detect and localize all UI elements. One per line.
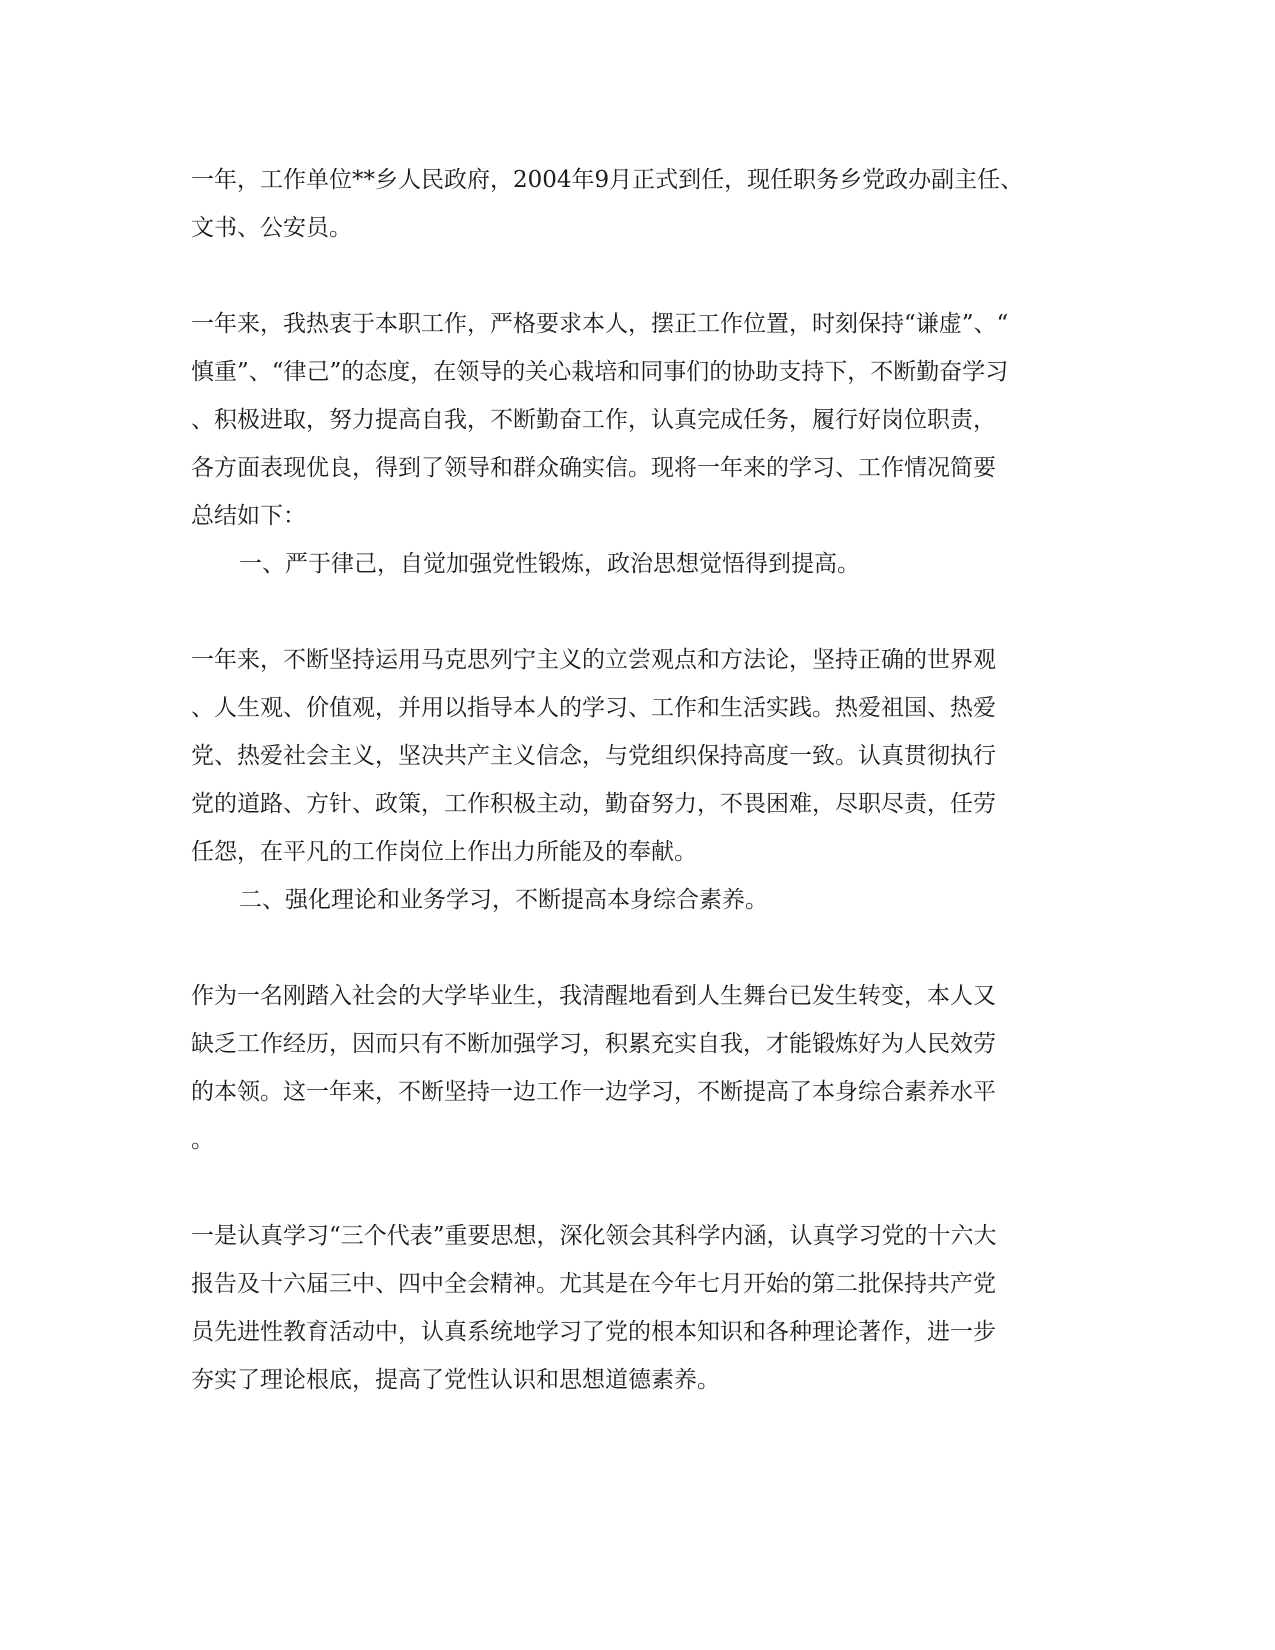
- paragraph-spacer: [191, 588, 1091, 636]
- paragraph-section-2-point-1: [191, 1212, 1091, 1404]
- text-line: 慎重”、“律己”的态度，在领导的关心栽培和同事们的协助支持下，不断勤奋学习: [191, 359, 1009, 385]
- paragraph-spacer: [191, 924, 1091, 972]
- paragraph-section-2: [191, 972, 1091, 1164]
- text-line: 报告及十六届三中、四中全会精神。尤其是在今年七月开始的第二批保持共产党: [191, 1271, 996, 1297]
- text-line: 文书、公安员。: [191, 215, 352, 241]
- text-line: 一是认真学习“三个代表”重要思想，深化领会其科学内涵，认真学习党的十六大: [191, 1223, 997, 1249]
- document-body: [191, 156, 1091, 1404]
- text-line: 一年，工作单位**乡人民政府，2004年9月正式到任，现任职务乡党政办副主任、: [191, 167, 1024, 193]
- paragraph-spacer: [191, 1164, 1091, 1212]
- text-line: 一年来，不断坚持运用马克思列宁主义的立尝观点和方法论，坚持正确的世界观: [191, 647, 996, 673]
- heading-line: 二、强化理论和业务学习，不断提高本身综合素养。: [239, 887, 768, 913]
- text-line: 党、热爱社会主义，坚决共产主义信念，与党组织保持高度一致。认真贯彻执行: [191, 743, 996, 769]
- paragraph-section-1: [191, 636, 1091, 876]
- text-line: 一年来，我热衷于本职工作，严格要求本人，摆正工作位置，时刻保持“谦虚”、“: [191, 311, 1009, 337]
- text-line: 作为一名刚踏入社会的大学毕业生，我清醒地看到人生舞台已发生转变，本人又: [191, 983, 996, 1009]
- text-line: 缺乏工作经历，因而只有不断加强学习，积累充实自我，才能锻炼好为人民效劳: [191, 1031, 996, 1057]
- heading-line: 一、严于律己，自觉加强党性锻炼，政治思想觉悟得到提高。: [239, 551, 860, 577]
- text-line: 、积极进取，努力提高自我，不断勤奋工作，认真完成任务，履行好岗位职责，: [191, 407, 996, 433]
- paragraph-intro: [191, 156, 1091, 252]
- text-line: 、人生观、价值观，并用以指导本人的学习、工作和生活实践。热爱祖国、热爱: [191, 695, 996, 721]
- section-heading-2: [191, 876, 1091, 924]
- text-line: 的本领。这一年来，不断坚持一边工作一边学习，不断提高了本身综合素养水平: [191, 1079, 996, 1105]
- text-line: 员先进性教育活动中，认真系统地学习了党的根本知识和各种理论著作，进一步: [191, 1319, 996, 1345]
- text-line: 总结如下：: [191, 503, 306, 529]
- text-line: 任怨，在平凡的工作岗位上作出力所能及的奉献。: [191, 839, 697, 865]
- text-line: 党的道路、方针、政策，工作积极主动，勤奋努力，不畏困难，尽职尽责，任劳: [191, 791, 996, 817]
- paragraph-spacer: [191, 252, 1091, 300]
- text-line: 夯实了理论根底，提高了党性认识和思想道德素养。: [191, 1367, 720, 1393]
- paragraph-overview: [191, 300, 1091, 540]
- text-line: 。: [191, 1127, 214, 1153]
- section-heading-1: [191, 540, 1091, 588]
- text-line: 各方面表现优良，得到了领导和群众确实信。现将一年来的学习、工作情况简要: [191, 455, 996, 481]
